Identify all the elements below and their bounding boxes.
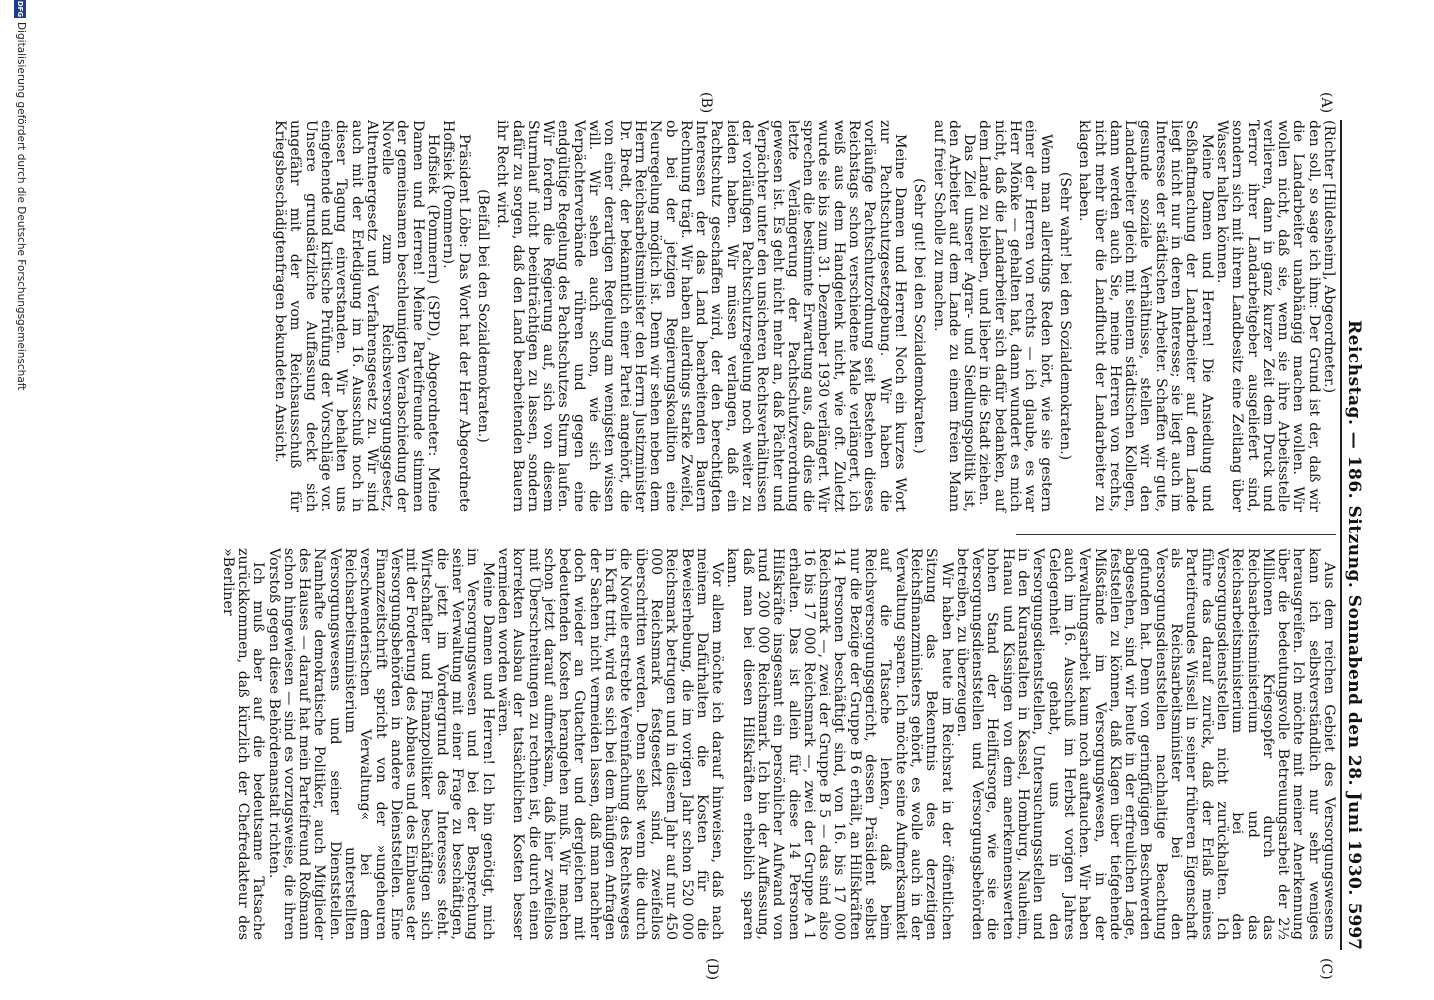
paragraph: Wir haben heute im Reichsrat in der öffentlichen Sitzung das Bekenntnis des derzeitigen Reichsfinanzministers gehört, es wolle auch in der Verwaltung sparen. Ich möchte seine Aufmerksamkeit auf die Tatsache lenken, daß beim Reichsversorgungsgericht, dessen Präsident selbst nur die Bezüge der Gruppe B 6 erhält, an Hilfskräften 14 Personen beschäftigt sind, von 16. bis 17 000 Reichsmark —, zwei der Gruppe B 5 — das sind also 16 bis 17 000 Reichsmark —, zwei der Gruppe A 1 erhalten. Das ist allein für diese 14 Personen Hilfskräfte insgesamt ein persönlicher Aufwand von rund 200 000 Reichsmark. Ich bin der Auffassung, daß man bei diesen Hilfskräften erheblich sparen kann. [724, 548, 955, 940]
paragraph: Ich muß aber auf die bedeutsame Tatsache zurückkommen, daß kürzlich der Chefredakteur des »Berliner [219, 548, 267, 940]
margin-mark-b: (B) [698, 92, 714, 114]
page-header [1342, 120, 1364, 950]
left-column [136, 120, 1336, 512]
margin-mark-d: (D) [704, 958, 720, 981]
interjection: (Beifall bei den Sozialdemokraten.) [474, 189, 491, 443]
paragraph: Meine Damen und Herren! Ich bin genötigt, mich im Versorgungswesen und bei der Besprechung seiner Verwaltung mit einer Frage zu beschäftigen, die jetzt im Vordergrund des Interesses steht. Wirtschaftler und Finanzpolitiker beschäftigen sich mit der Forderung des Abbaues und des Einbaues der Versorgungsbehörden in andere Dienststellen. Eine Finanzzeitschrift spricht von der »ungeheuren verschwenderischen Verwaltung« bei dem Reichsarbeitsministerium unterstellten Versorgungswesens und seiner Dienststellen. Namhafte demokratische Politiker, auch Mitglieder des Hauses — darauf hat mein Parteifreund Roßmann schon hingewiesen — sind es vorzugsweise, die ihren Vorstoß gegen diese Behördenanstalt richten. [265, 548, 496, 940]
paragraph: Das Ziel unserer Agrar- und Siedlungspolitik ist, den Arbeiter auf dem Lande zu einem freien Mann auf freier Scholle zu machen. [930, 120, 978, 512]
page-number: 5997 [1344, 902, 1364, 950]
column-divider [1016, 534, 1336, 535]
paragraph: Vor allem möchte ich darauf hinweisen, daß nach meinem Dafürhalten die Kosten für die Beweiserhebung, die im vorigen Jahr schon 520 000 Reichsmark betrugen und in diesem Jahr auf nur 450 000 Reichsmark festgesetzt sind, zweifellos überschritten werden. Denn selbst wenn die durch die Novelle erstrebte Vereinfachung des Rechtsweges in Kraft tritt, wird es sich bei dem häufigen Anfragen der Sachen nicht vermeiden lassen, daß man nachher doch wieder an Gutachter und dergleichen mit bedeutenden Kosten herangehen muß. Wir machen schon jetzt darauf aufmerksam, daß hier zweifellos mit Überschreitungen zu rechnen ist, die durch einen korrekten Ausbau der tatsächlichen Kosten besser vermieden worden wären. [494, 548, 726, 940]
interjection: (Sehr wahr! bei den Sozialdemokraten.) [1056, 171, 1073, 461]
dfg-logo-icon: DFG [16, 0, 24, 18]
paragraph: Aus dem reichen Gebiet des Versorgungswesens kann ich selbstverständlich nur sehr weniges herausgreifen. Ich möchte mit meiner Anerkennung über die bedeutungsvolle Betreuungsarbeit der 2½ Millionen Kriegsopfer durch das Reichsarbeitsministerium und das Reichsarbeitsministerium bei den Versorgungsdienststellen nicht zurückhalten. Ich führe das darauf zurück, daß der Erlaß meines Parteifreundes Wissell in seiner früheren Eigenschaft als Reichsarbeitsminister bei den Versorgungsdienststellen nachhaltige Beachtung gefunden hat. Denn von geringfügigen Beschwerden abgesehen, sind wir heute in der erfreulichen Lage, feststellen zu können, daß Klagen über tiefgehende Mißstände im Versorgungswesen, in der Verwaltungsarbeit kaum noch auftauchen. Wir haben auch im 16. Ausschuß im Herbst vorigen Jahres Gelegenheit gehabt, uns in den Versorgungsdienststellen, Untersuchungsstellen und in den Kuranstalten in Kassel, Homburg, Nauheim, Hanau und Kissingen von dem anerkennenswerten hohen Stand der Heilfürsorge, wie sie die Versorgungsdienststellen und Versorgungsbehörden betreiben, zu überzeugen. [953, 548, 1337, 940]
paragraph: den soll, so sage ich ihm: Der Grund ist der, daß wir die Landarbeiter unabhängig machen wollen. Wir wollen nicht, daß sie, wenn sie ihre Arbeitsstelle verlieren, dann in ganz kurzer Zeit dem Druck und Terror ihrer Landarbeitgeber ausgeliefert sind, sondern sich mit ihrem Landbesitz eine Zeitlang über Wasser halten können. [1213, 120, 1322, 512]
running-title: Reichstag. — 186. Sitzung. Sonnabend den 28. Juni 1930. [1344, 320, 1364, 896]
interjection: (Sehr gut! bei den Sozialdemokraten.) [911, 178, 928, 454]
paragraph: Wenn man allerdings Reden hört, wie sie gestern einer der Herren von rechts — ich glaube, es war Herr Mönke — gehalten hat, dann wundert es mich nicht, daß die Landarbeiter sich dafür bedanken, auf dem Lande zu bleiben, und lieber in die Stadt ziehen. [976, 120, 1054, 512]
right-column [136, 548, 1336, 940]
speaker-paragraph: Hoffsiek (Pommern) (SPD), Abgeordneter: Meine Damen und Herren! Meine Parteifreunde stimmen der gemeinsamen beschleunigten Verabschiedung der Novelle zum Reichsversorgungsgesetz, Altrentnergesetz und Verfahrensgesetz zu. Wir sind auch mit der Erledigung im 16. Ausschuß noch in dieser Tagung einverstanden. Wir behalten uns eingehende und kritische Prüfung der Vorschläge vor. Unsere grundsätzliche Auffassung deckt sich ungefähr mit der vom Reichsausschuß für Kriegsbeschädigtenfragen bekundeten Ansicht. [272, 120, 442, 512]
footer-credit: Digitalisierung gefördert durch die Deutsche Forschungsgemeinschaft [15, 22, 27, 391]
paragraph: Meine Damen und Herren! Die Ansiedlung und Seßhaftmachung der Landarbeiter auf dem Lande liegt nicht nur in deren Interesse; sie liegt auch im Interesse der städtischen Arbeiter. Schaffen wir gute, gesunde soziale Verhältnisse, stellen wir den Landarbeiter gleich mit seinem städtischen Kollegen, dann werden auch Sie, meine Herren von rechts, nicht mehr über die Landflucht der Landarbeiter zu klagen haben. [1076, 120, 1215, 512]
paragraph: Meine Damen und Herren! Noch ein kurzes Wort zur Pachtschutzgesetzgebung. Wir haben die vorläufige Pachtschutzordnung seit Bestehen dieses Reichstags schon verschiedene Male verlängert, ich weiß aus dem Handgelenk nicht, wie oft. Zuletzt wurde sie bis zum 31. Dezember 1930 verlängert. Wir sprechen die bestimmte Erwartung aus, daß dies die letzte Verlängerung der Pachtschutzverordnung gewesen ist. Es geht nicht mehr an, daß Pächter und Verpächter unter den unsicheren Rechtsverhältnissen der vorläufigen Pachtschutzregelung noch weiter zu leiden haben. Wir müssen verlangen, daß ein Pachtschutz geschaffen wird, der den berechtigten Interessen der das Land bearbeitenden Bauern Rechnung trägt. Wir haben allerdings starke Zweifel, ob bei der jetzigen Regierungskoalition eine Neuregelung möglich ist. Denn wir sehen neben dem Herrn Reichsarbeitsminister den Herrn Justizminister Dr. Bredt, der bekanntlich einer Partei angehört, die von einer derartigen Regelung am wenigsten wissen will. Wir sehen auch schon, wie sich die Verpächterverbände rühren und gegen eine endgültige Regelung des Pachtschutzes Sturm laufen. Wir fordern die Regierung auf, sich von diesem Sturmlauf nicht beeinträchtigen zu lassen, sondern dafür zu sorgen, daß den Land bearbeitenden Bauern ihr Recht wird. [494, 120, 908, 512]
margin-mark-c: (C) [1318, 958, 1334, 980]
president-statement: Präsident Löbe: Das Wort hat der Herr Abgeordnete Hoffsiek (Pommern). [440, 120, 472, 512]
header-rule [1340, 120, 1342, 950]
speaker-continuation: (Richter [Hildesheim], Abgeordneter.) [1321, 120, 1337, 394]
margin-mark-a: (A) [1318, 92, 1334, 114]
